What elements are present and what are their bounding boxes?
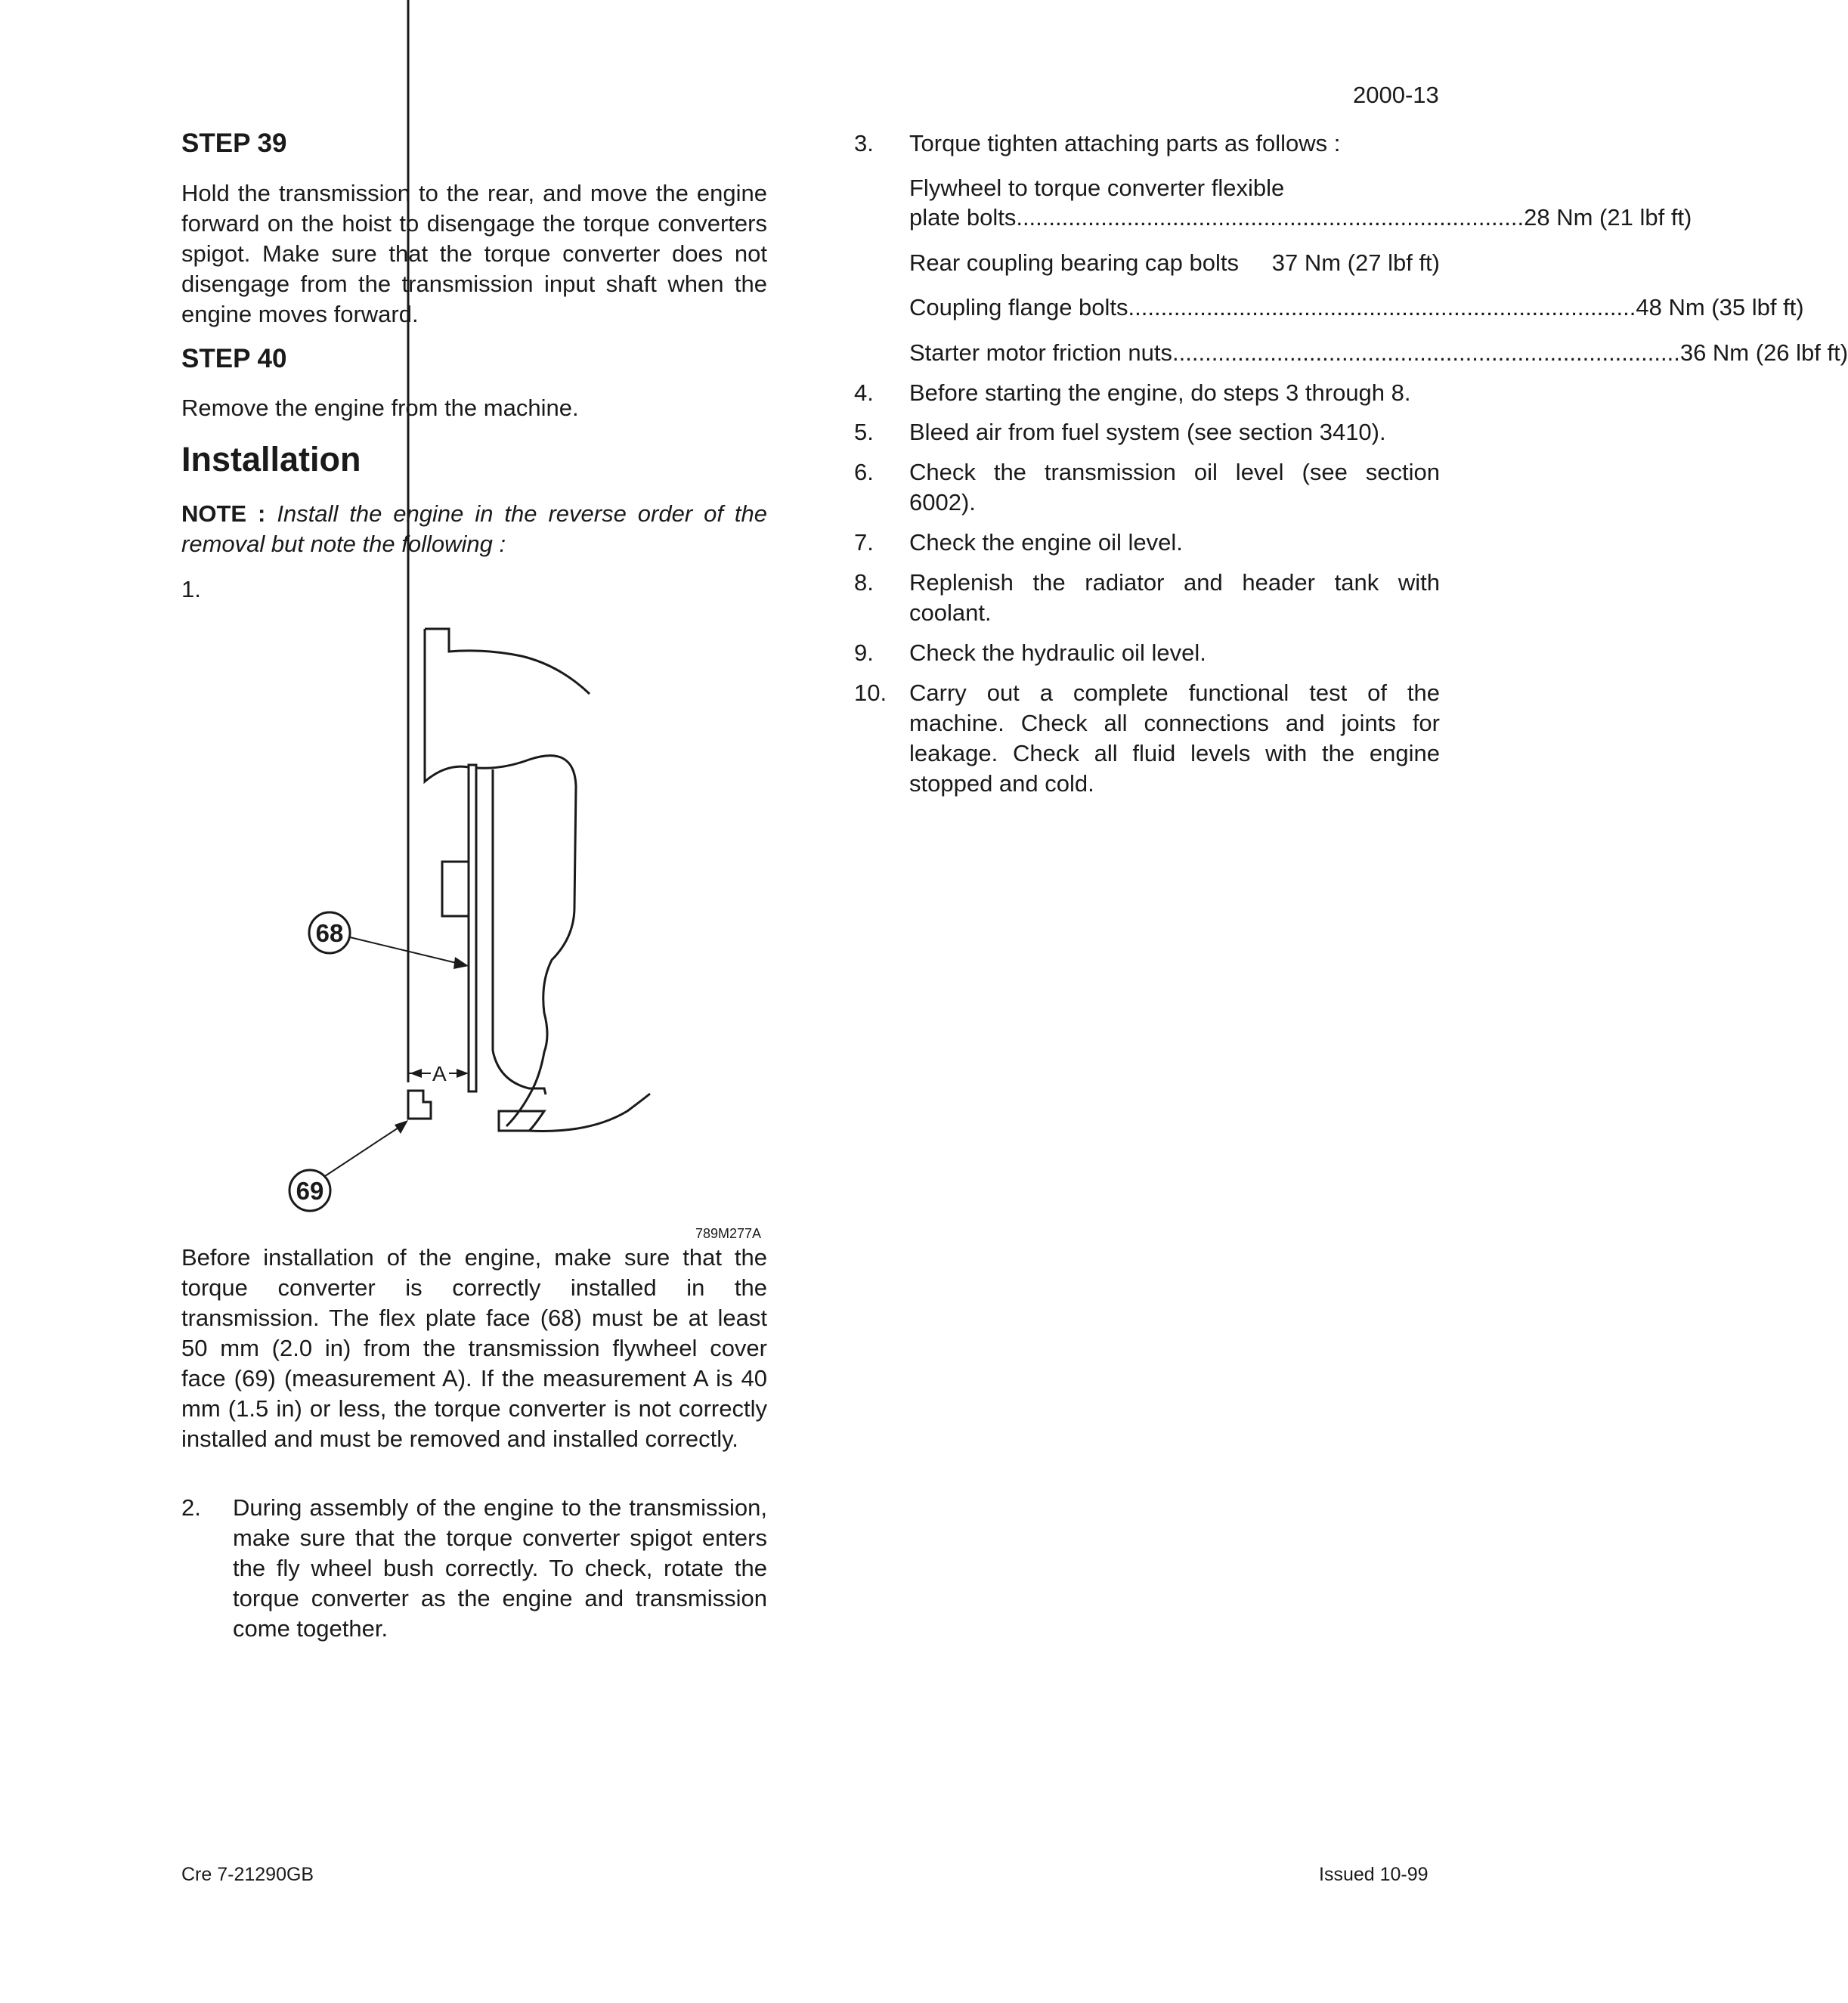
spec-rear <box>909 248 1440 278</box>
callout-69: 69 <box>296 1177 324 1205</box>
spec-rear-value: 37 Nm (27 lbf ft) <box>1271 249 1440 276</box>
arrow-a-right <box>457 1069 469 1078</box>
leader-68 <box>350 937 460 964</box>
step-39-heading: STEP 39 <box>181 128 287 158</box>
item-3-text: Torque tighten attaching parts as follows : <box>909 130 1341 156</box>
footer-document-code: Cre 7-21290GB <box>181 1864 314 1885</box>
spec-flange <box>909 293 1804 323</box>
spec-flywheel-line1: Flywheel to torque converter flexible <box>909 175 1285 201</box>
flex-plate-figure <box>280 620 673 1224</box>
label-a: A <box>432 1062 447 1085</box>
spec-flange-label: Coupling flange bolts <box>909 294 1128 320</box>
spec-flange-value: 48 Nm (35 lbf ft) <box>1636 294 1804 320</box>
item-7-number: 7. <box>854 529 874 556</box>
footer-issue-date: Issued 10-99 <box>1319 1864 1429 1885</box>
item-1-number: 1. <box>181 576 201 602</box>
installation-paragraph: Before installation of the engine, make sure that the torque converter is correctly installed in the transmission. The flex plate face (68) must be at least 50 mm (2.0 in) from the transmission flywheel cover face (69) (measurement A). If the measurement A is 40 mm (1.5 in) or less, the torque converter is not correctly installed and must be removed and installed correctly. <box>181 1244 767 1452</box>
spec-rear-label: Rear coupling bearing cap bolts <box>909 249 1239 276</box>
boss <box>442 862 469 916</box>
page-number: 2000-13 <box>1353 82 1439 108</box>
housing-bottom-curve <box>529 1094 650 1131</box>
leader-69 <box>325 1126 401 1176</box>
item-10-number: 10. <box>854 680 887 706</box>
spec-starter-value: 36 Nm (26 lbf ft) <box>1679 339 1848 366</box>
item-4-number: 4. <box>854 379 874 406</box>
item-10-text: Carry out a complete functional test of the machine. Check all connections and joints for leakage. Check all fluid levels with the engine stopped and cold. <box>909 680 1440 797</box>
arrow-68 <box>453 957 469 969</box>
item-9-number: 9. <box>854 639 874 666</box>
item-9-text: Check the hydraulic oil level. <box>909 639 1206 666</box>
arrow-69 <box>395 1120 408 1134</box>
item-2-text: During assembly of the engine to the transmission, make sure that the torque converter spigot enters the fly wheel bush correctly. To check, rotate the torque converter as the engine and transmission come together. <box>233 1494 767 1642</box>
item-6-text: Check the transmission oil level (see section 6002). <box>909 459 1440 515</box>
installation-heading: Installation <box>181 440 361 478</box>
item-5-text: Bleed air from fuel system (see section 3410). <box>909 419 1386 445</box>
item-4-text: Before starting the engine, do steps 3 through 8. <box>909 379 1411 406</box>
spec-flywheel-value: 28 Nm (21 lbf ft) <box>1524 204 1692 231</box>
flex-plate <box>469 765 476 1091</box>
item-8-text: Replenish the radiator and header tank with coolant. <box>909 569 1440 626</box>
item-7-text: Check the engine oil level. <box>909 529 1183 556</box>
step-39-text: Hold the transmission to the rear, and move the engine forward on the hoist to disengage the torque converters spigot. Make sure that the torque converter does not disengage from the transmission input shaft when the engine moves forward. <box>181 180 767 327</box>
callout-68: 68 <box>315 919 344 947</box>
spec-flywheel <box>909 203 1692 233</box>
figure-code: 789M277A <box>695 1226 762 1241</box>
dot-leader: .............................................................................. <box>1016 204 1525 231</box>
note-label: NOTE : <box>181 500 266 527</box>
item-2-number: 2. <box>181 1494 201 1521</box>
item-6-number: 6. <box>854 459 874 485</box>
item-3-number: 3. <box>854 130 874 156</box>
installation-note <box>181 499 767 559</box>
step-40-heading: STEP 40 <box>181 344 287 373</box>
cover-face-block <box>408 1091 431 1119</box>
item-5-number: 5. <box>854 419 874 445</box>
step-40-text: Remove the engine from the machine. <box>181 395 579 421</box>
housing-bottom <box>499 1111 544 1131</box>
note-text: Install the engine in the reverse order of the removal but note the following : <box>181 500 767 557</box>
dot-leader: .............................................................................. <box>1172 339 1680 366</box>
item-8-number: 8. <box>854 569 874 596</box>
housing-outline <box>425 629 590 694</box>
dot-leader: .............................................................................. <box>1128 294 1636 320</box>
spec-flywheel-label: plate bolts <box>909 204 1017 231</box>
spec-starter <box>909 338 1848 368</box>
spec-starter-label: Starter motor friction nuts <box>909 339 1173 366</box>
converter-curve <box>493 1051 546 1094</box>
arrow-a-left <box>410 1069 422 1078</box>
